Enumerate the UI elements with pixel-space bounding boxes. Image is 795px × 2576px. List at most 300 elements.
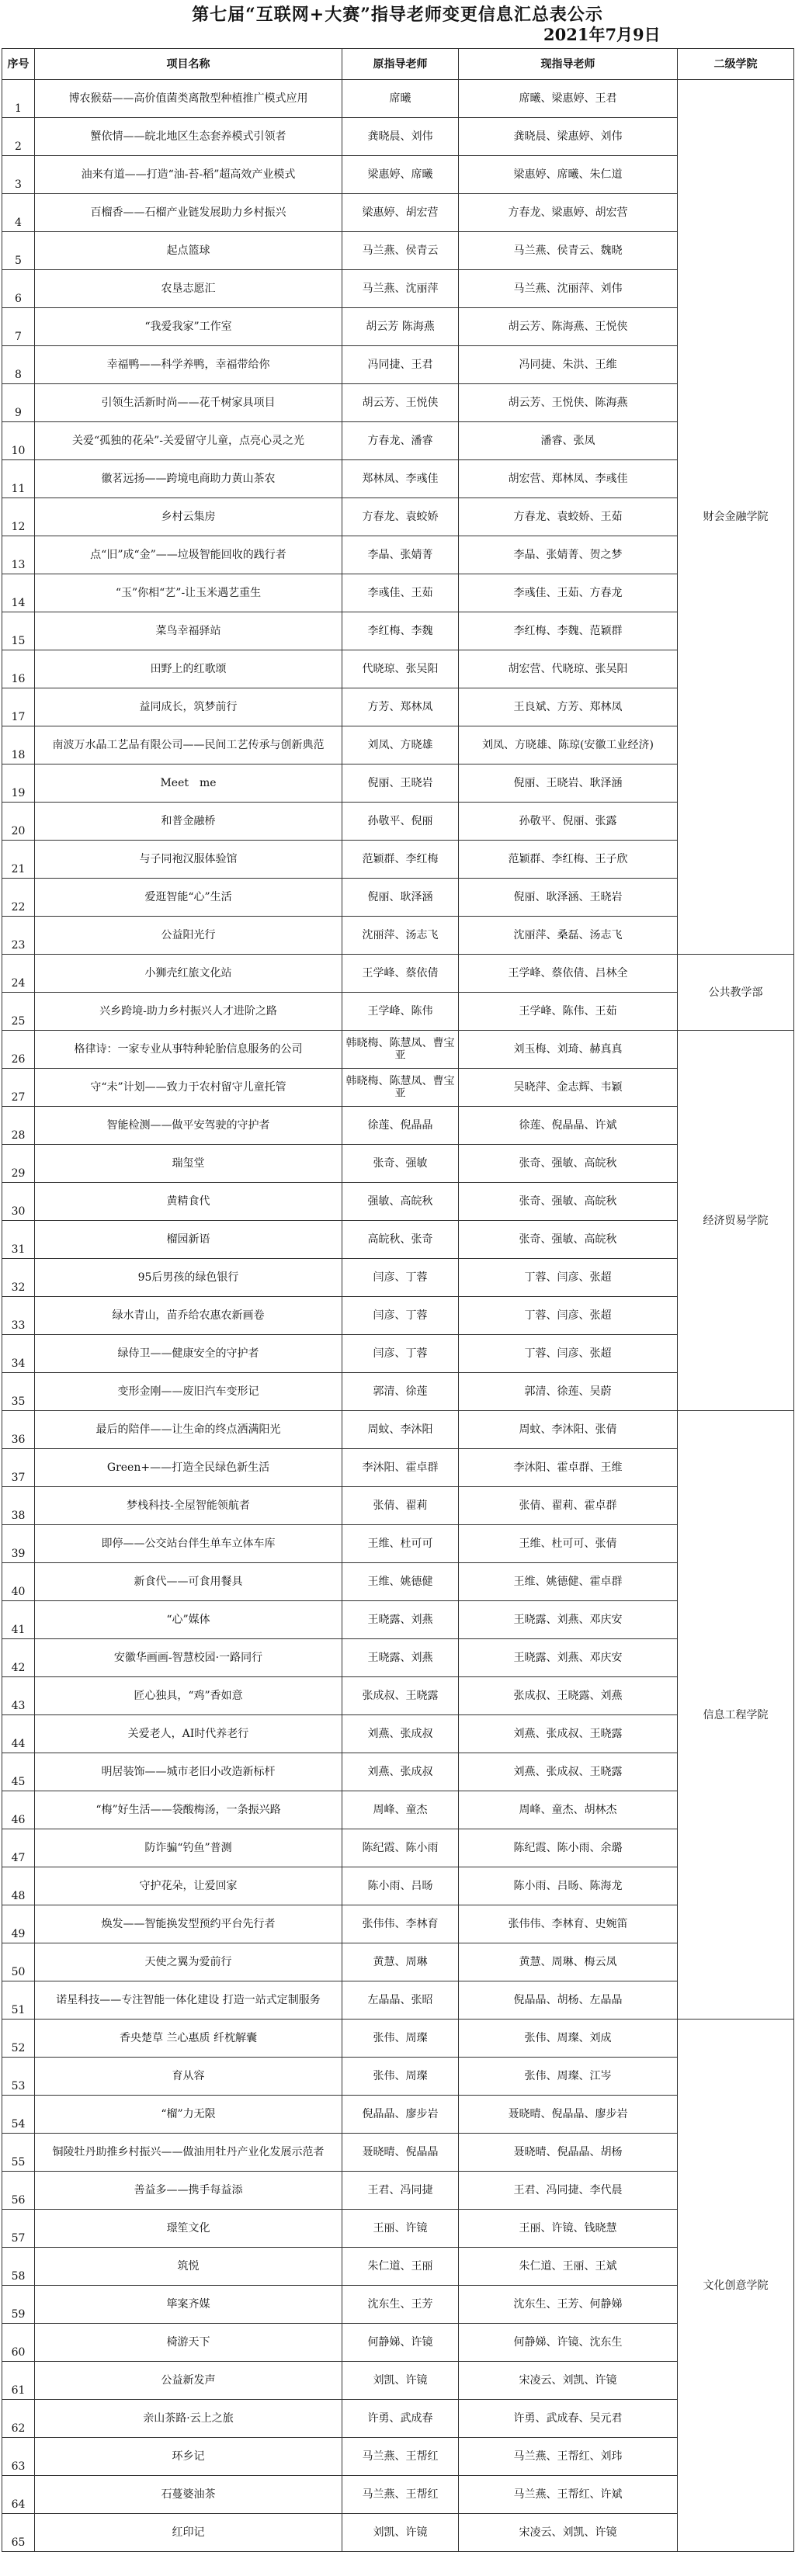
current-teacher-cell: 王晓露、刘燕、邓庆安	[459, 1601, 678, 1639]
current-teacher-cell: 张奇、强敏、高皖秋	[459, 1145, 678, 1183]
table-row	[2, 879, 794, 917]
current-teacher-cell: 吴晓萍、金志辉、韦颖	[459, 1069, 678, 1107]
current-teacher-cell: 沈东生、王芳、何静娣	[459, 2286, 678, 2324]
row-number: 48	[2, 1867, 35, 1905]
project-name-cell: 防诈骗“钓鱼”普测	[35, 1829, 342, 1867]
row-number: 46	[2, 1791, 35, 1829]
project-name-cell: 引领生活新时尚——花千树家具项目	[35, 384, 342, 422]
table-row	[2, 1867, 794, 1905]
table-row	[2, 1145, 794, 1183]
project-name-cell: “我爱我家”工作室	[35, 308, 342, 346]
current-teacher-cell: 倪晶晶、胡杨、左晶晶	[459, 1981, 678, 2020]
original-teacher-cell: 许勇、武成春	[342, 2400, 459, 2438]
current-teacher-cell: 马兰燕、侯青云、魏晓	[459, 232, 678, 270]
current-teacher-cell: 马兰燕、沈丽萍、刘伟	[459, 270, 678, 308]
current-teacher-cell: 马兰燕、王帮红、刘玮	[459, 2438, 678, 2476]
row-number: 32	[2, 1259, 35, 1297]
project-name-cell: 铜陵牡丹助推乡村振兴——做油用牡丹产业化发展示范者	[35, 2134, 342, 2172]
original-teacher-cell: 刘凤、方晓雄	[342, 726, 459, 764]
table-row	[2, 422, 794, 460]
row-number: 60	[2, 2324, 35, 2362]
original-teacher-cell: 王学峰、蔡依倩	[342, 955, 459, 993]
current-teacher-cell: 宋凌云、刘凯、许镜	[459, 2362, 678, 2400]
original-teacher-cell: 郑林凤、李彧佳	[342, 460, 459, 498]
original-teacher-cell: 刘凯、许镜	[342, 2362, 459, 2400]
current-teacher-cell: 沈丽萍、桑磊、汤志飞	[459, 917, 678, 955]
current-teacher-cell: 刘燕、张成叔、王晓露	[459, 1753, 678, 1791]
row-number: 19	[2, 764, 35, 803]
row-number: 13	[2, 536, 35, 574]
table-row	[2, 2286, 794, 2324]
current-teacher-cell: 许勇、武成春、吴元君	[459, 2400, 678, 2438]
row-number: 20	[2, 803, 35, 841]
original-teacher-cell: 刘凯、许镜	[342, 2514, 459, 2552]
original-teacher-cell: 倪晶晶、廖步岩	[342, 2096, 459, 2134]
row-number: 7	[2, 308, 35, 346]
current-teacher-cell: 王学峰、蔡依倩、吕林全	[459, 955, 678, 993]
project-name-cell: 绿侍卫——健康安全的守护者	[35, 1335, 342, 1373]
current-teacher-cell: 刘玉梅、刘琦、赫真真	[459, 1031, 678, 1069]
project-name-cell: 安徽华画画-智慧校园·一路同行	[35, 1639, 342, 1677]
project-name-cell: 筚案齐媒	[35, 2286, 342, 2324]
project-name-cell: 小狮壳红旅文化站	[35, 955, 342, 993]
college-cell: 公共教学部	[678, 955, 794, 1031]
table-row	[2, 803, 794, 841]
row-number: 29	[2, 1145, 35, 1183]
original-teacher-cell: 孙敬平、倪丽	[342, 803, 459, 841]
table-row	[2, 1411, 794, 1449]
row-number: 14	[2, 574, 35, 612]
table-row	[2, 498, 794, 536]
table-row	[2, 1715, 794, 1753]
original-teacher-cell: 陈小雨、吕旸	[342, 1867, 459, 1905]
current-teacher-cell: 张奇、强敏、高皖秋	[459, 1221, 678, 1259]
table-row	[2, 536, 794, 574]
current-teacher-cell: 胡宏营、郑林凤、李彧佳	[459, 460, 678, 498]
table-row	[2, 1791, 794, 1829]
current-teacher-cell: 方春龙、梁惠婷、胡宏营	[459, 194, 678, 232]
project-name-cell: 香央楚草 兰心惠质 纤枕解囊	[35, 2020, 342, 2058]
current-teacher-cell: 倪丽、王晓岩、耿泽涵	[459, 764, 678, 803]
current-teacher-cell: 张伟、周璨、刘成	[459, 2020, 678, 2058]
current-teacher-cell: 何静娣、许镜、沈东生	[459, 2324, 678, 2362]
table-row	[2, 1829, 794, 1867]
row-number: 56	[2, 2172, 35, 2210]
current-teacher-cell: 冯同捷、朱洪、王维	[459, 346, 678, 384]
current-teacher-cell: 王维、杜可可、张倩	[459, 1525, 678, 1563]
project-name-cell: 璟笙文化	[35, 2210, 342, 2248]
table-row	[2, 1487, 794, 1525]
row-number: 10	[2, 422, 35, 460]
current-teacher-cell: 龚晓晨、梁惠婷、刘伟	[459, 118, 678, 156]
table-row	[2, 232, 794, 270]
current-teacher-cell: 陈小雨、吕旸、陈海龙	[459, 1867, 678, 1905]
current-teacher-cell: 黄慧、周琳、梅云凤	[459, 1943, 678, 1981]
column-header-original-teacher: 原指导老师	[342, 49, 459, 80]
original-teacher-cell: 郭清、徐莲	[342, 1373, 459, 1411]
current-teacher-cell: 徐莲、倪晶晶、许斌	[459, 1107, 678, 1145]
project-name-cell: “心”媒体	[35, 1601, 342, 1639]
original-teacher-cell: 冯同捷、王君	[342, 346, 459, 384]
current-teacher-cell: 胡云芳、王悦侠、陈海燕	[459, 384, 678, 422]
project-name-cell: 亲山茶路·云上之旅	[35, 2400, 342, 2438]
current-teacher-cell: 朱仁道、王丽、王斌	[459, 2248, 678, 2286]
table-row	[2, 1943, 794, 1981]
row-number: 49	[2, 1905, 35, 1943]
project-name-cell: 95后男孩的绿色银行	[35, 1259, 342, 1297]
table-row	[2, 118, 794, 156]
current-teacher-cell: 王学峰、陈伟、王茹	[459, 993, 678, 1031]
current-teacher-cell: 郭清、徐莲、吴蔚	[459, 1373, 678, 1411]
row-number: 42	[2, 1639, 35, 1677]
row-number: 58	[2, 2248, 35, 2286]
project-name-cell: 焕发——智能换发型预约平台先行者	[35, 1905, 342, 1943]
current-teacher-cell: 张倩、翟莉、霍卓群	[459, 1487, 678, 1525]
table-row	[2, 1069, 794, 1107]
table-row	[2, 1297, 794, 1335]
row-number: 3	[2, 156, 35, 194]
row-number: 18	[2, 726, 35, 764]
current-teacher-cell: 周蚊、李沐阳、张倩	[459, 1411, 678, 1449]
table-row	[2, 650, 794, 688]
row-number: 6	[2, 270, 35, 308]
row-number: 54	[2, 2096, 35, 2134]
row-number: 63	[2, 2438, 35, 2476]
row-number: 8	[2, 346, 35, 384]
row-number: 41	[2, 1601, 35, 1639]
original-teacher-cell: 周峰、童杰	[342, 1791, 459, 1829]
project-name-cell: 百榴香——石榴产业链发展助力乡村振兴	[35, 194, 342, 232]
column-header-college: 二级学院	[678, 49, 794, 80]
row-number: 31	[2, 1221, 35, 1259]
table-row	[2, 2362, 794, 2400]
project-name-cell: 椅游天下	[35, 2324, 342, 2362]
original-teacher-cell: 何静娣、许镜	[342, 2324, 459, 2362]
table-row	[2, 1031, 794, 1069]
project-name-cell: 关爱老人，AI时代养老行	[35, 1715, 342, 1753]
table-row	[2, 156, 794, 194]
table-row	[2, 764, 794, 803]
row-number: 33	[2, 1297, 35, 1335]
current-teacher-cell: 李沐阳、霍卓群、王维	[459, 1449, 678, 1487]
row-number: 53	[2, 2058, 35, 2096]
original-teacher-cell: 王维、姚德健	[342, 1563, 459, 1601]
project-name-cell: 博农猴菇——高价值菌类离散型种植推广模式应用	[35, 80, 342, 118]
table-row	[2, 2096, 794, 2134]
table-row	[2, 612, 794, 650]
project-name-cell: 即停——公交站台伴生单车立体车库	[35, 1525, 342, 1563]
row-number: 57	[2, 2210, 35, 2248]
table-row	[2, 384, 794, 422]
original-teacher-cell: 马兰燕、沈丽萍	[342, 270, 459, 308]
row-number: 45	[2, 1753, 35, 1791]
original-teacher-cell: 周蚊、李沐阳	[342, 1411, 459, 1449]
table-row	[2, 2058, 794, 2096]
project-name-cell: “榴”力无限	[35, 2096, 342, 2134]
project-name-cell: 爱逛智能“心”生活	[35, 879, 342, 917]
table-row	[2, 2172, 794, 2210]
project-name-cell: 格律诗：一家专业从事特种轮胎信息服务的公司	[35, 1031, 342, 1069]
current-teacher-cell: 马兰燕、王帮红、许斌	[459, 2476, 678, 2514]
current-teacher-cell: 刘燕、张成叔、王晓露	[459, 1715, 678, 1753]
current-teacher-cell: 聂晓晴、倪晶晶、廖步岩	[459, 2096, 678, 2134]
project-name-cell: 点“旧”成“金”——垃圾智能回收的践行者	[35, 536, 342, 574]
project-name-cell: 黄精食代	[35, 1183, 342, 1221]
row-number: 5	[2, 232, 35, 270]
table-row	[2, 1221, 794, 1259]
original-teacher-cell: 徐莲、倪晶晶	[342, 1107, 459, 1145]
table-row	[2, 1525, 794, 1563]
project-name-cell: 环乡记	[35, 2438, 342, 2476]
original-teacher-cell: 梁惠婷、席曦	[342, 156, 459, 194]
original-teacher-cell: 倪丽、耿泽涵	[342, 879, 459, 917]
column-header-current-teacher: 现指导老师	[459, 49, 678, 80]
original-teacher-cell: 沈丽萍、汤志飞	[342, 917, 459, 955]
project-name-cell: 和普金融桥	[35, 803, 342, 841]
current-teacher-cell: 孙敬平、倪丽、张露	[459, 803, 678, 841]
row-number: 28	[2, 1107, 35, 1145]
original-teacher-cell: 王丽、许镜	[342, 2210, 459, 2248]
original-teacher-cell: 王晓露、刘燕	[342, 1639, 459, 1677]
row-number: 9	[2, 384, 35, 422]
original-teacher-cell: 席曦	[342, 80, 459, 118]
current-teacher-cell: 张成叔、王晓露、刘燕	[459, 1677, 678, 1715]
current-teacher-cell: 丁蓉、闫彦、张超	[459, 1259, 678, 1297]
row-number: 43	[2, 1677, 35, 1715]
row-number: 40	[2, 1563, 35, 1601]
table-row	[2, 1601, 794, 1639]
table-row	[2, 1905, 794, 1943]
table-row	[2, 270, 794, 308]
table-row	[2, 2476, 794, 2514]
row-number: 39	[2, 1525, 35, 1563]
project-name-cell: 兴乡跨境-助力乡村振兴人才进阶之路	[35, 993, 342, 1031]
original-teacher-cell: 沈东生、王芳	[342, 2286, 459, 2324]
current-teacher-cell: 丁蓉、闫彦、张超	[459, 1335, 678, 1373]
current-teacher-cell: 潘睿、张凤	[459, 422, 678, 460]
table-row	[2, 1677, 794, 1715]
row-number: 2	[2, 118, 35, 156]
table-row	[2, 1753, 794, 1791]
original-teacher-cell: 方芳、郑林凤	[342, 688, 459, 726]
row-number: 17	[2, 688, 35, 726]
project-name-cell: 明居装饰——城市老旧小改造新标杆	[35, 1753, 342, 1791]
original-teacher-cell: 聂晓晴、倪晶晶	[342, 2134, 459, 2172]
original-teacher-cell: 闫彦、丁蓉	[342, 1297, 459, 1335]
project-name-cell: 匠心独具，“鸡”香如意	[35, 1677, 342, 1715]
current-teacher-cell: 丁蓉、闫彦、张超	[459, 1297, 678, 1335]
current-teacher-cell: 王君、冯同捷、李代晨	[459, 2172, 678, 2210]
table-row	[2, 841, 794, 879]
row-number: 55	[2, 2134, 35, 2172]
original-teacher-cell: 李晶、张婧菁	[342, 536, 459, 574]
original-teacher-cell: 张成叔、王晓露	[342, 1677, 459, 1715]
original-teacher-cell: 李彧佳、王茹	[342, 574, 459, 612]
table-row	[2, 574, 794, 612]
row-number: 11	[2, 460, 35, 498]
table-row	[2, 1639, 794, 1677]
table-row	[2, 460, 794, 498]
project-name-cell: 徽茗远扬——跨境电商助力黄山茶农	[35, 460, 342, 498]
column-header-no: 序号	[2, 49, 35, 80]
row-number: 51	[2, 1981, 35, 2020]
original-teacher-cell: 闫彦、丁蓉	[342, 1335, 459, 1373]
table-row	[2, 726, 794, 764]
table-row	[2, 688, 794, 726]
row-number: 61	[2, 2362, 35, 2400]
current-teacher-cell: 方春龙、袁蛟娇、王茹	[459, 498, 678, 536]
current-teacher-cell: 胡宏营、代晓琼、张吴阳	[459, 650, 678, 688]
teacher-change-table	[2, 48, 794, 2552]
original-teacher-cell: 王君、冯同捷	[342, 2172, 459, 2210]
table-body	[2, 80, 794, 2552]
project-name-cell: 榴园新语	[35, 1221, 342, 1259]
project-name-cell: Green+——打造全民绿色新生活	[35, 1449, 342, 1487]
project-name-cell: 筑悦	[35, 2248, 342, 2286]
current-teacher-cell: 李彧佳、王茹、方春龙	[459, 574, 678, 612]
table-row	[2, 955, 794, 993]
row-number: 34	[2, 1335, 35, 1373]
row-number: 37	[2, 1449, 35, 1487]
project-name-cell: 梦栈科技-全屋智能领航者	[35, 1487, 342, 1525]
current-teacher-cell: 王晓露、刘燕、邓庆安	[459, 1639, 678, 1677]
original-teacher-cell: 马兰燕、王帮红	[342, 2476, 459, 2514]
original-teacher-cell: 韩晓梅、陈慧凤、曹宝亚	[342, 1069, 459, 1107]
college-cell: 财会金融学院	[678, 80, 794, 955]
table-row	[2, 80, 794, 118]
original-teacher-cell: 马兰燕、侯青云	[342, 232, 459, 270]
original-teacher-cell: 张奇、强敏	[342, 1145, 459, 1183]
original-teacher-cell: 方春龙、潘睿	[342, 422, 459, 460]
page-title: 第七届“互联网+大赛”指导老师变更信息汇总表公示	[192, 5, 603, 25]
row-number: 50	[2, 1943, 35, 1981]
table-row	[2, 1107, 794, 1145]
table-row	[2, 2400, 794, 2438]
original-teacher-cell: 李红梅、李魏	[342, 612, 459, 650]
project-name-cell: 石蔓婆油茶	[35, 2476, 342, 2514]
original-teacher-cell: 张伟、周璨	[342, 2058, 459, 2096]
college-cell: 信息工程学院	[678, 1411, 794, 2020]
table-row	[2, 1259, 794, 1297]
original-teacher-cell: 王维、杜可可	[342, 1525, 459, 1563]
original-teacher-cell: 韩晓梅、陈慧凤、曹宝亚	[342, 1031, 459, 1069]
current-teacher-cell: 王维、姚德健、霍卓群	[459, 1563, 678, 1601]
table-header-row	[2, 49, 794, 80]
row-number: 62	[2, 2400, 35, 2438]
current-teacher-cell: 陈纪霞、陈小雨、余璐	[459, 1829, 678, 1867]
current-teacher-cell: 聂晓晴、倪晶晶、胡杨	[459, 2134, 678, 2172]
project-name-cell: “梅”好生活——袋酸梅汤，一条振兴路	[35, 1791, 342, 1829]
current-teacher-cell: 王良斌、方芳、郑林凤	[459, 688, 678, 726]
table-row	[2, 1183, 794, 1221]
original-teacher-cell: 闫彦、丁蓉	[342, 1259, 459, 1297]
project-name-cell: “玉”你相“艺”-让玉米遇艺重生	[35, 574, 342, 612]
current-teacher-cell: 梁惠婷、席曦、朱仁道	[459, 156, 678, 194]
row-number: 65	[2, 2514, 35, 2552]
row-number: 16	[2, 650, 35, 688]
original-teacher-cell: 方春龙、袁蛟娇	[342, 498, 459, 536]
project-name-cell: 公益阳光行	[35, 917, 342, 955]
table-row	[2, 2134, 794, 2172]
row-number: 4	[2, 194, 35, 232]
original-teacher-cell: 龚晓晨、刘伟	[342, 118, 459, 156]
project-name-cell: 变形金刚——废旧汽车变形记	[35, 1373, 342, 1411]
project-name-cell: 乡村云集房	[35, 498, 342, 536]
row-number: 35	[2, 1373, 35, 1411]
table-row	[2, 346, 794, 384]
project-name-cell: 南波万水晶工艺品有限公司——民间工艺传承与创新典范	[35, 726, 342, 764]
current-teacher-cell: 张伟、周璨、江岑	[459, 2058, 678, 2096]
column-header-project: 项目名称	[35, 49, 342, 80]
row-number: 1	[2, 80, 35, 118]
original-teacher-cell: 强敏、高皖秋	[342, 1183, 459, 1221]
current-teacher-cell: 胡云芳、陈海燕、王悦侠	[459, 308, 678, 346]
row-number: 26	[2, 1031, 35, 1069]
table-row	[2, 917, 794, 955]
row-number: 25	[2, 993, 35, 1031]
current-teacher-cell: 李晶、张婧菁、贺之梦	[459, 536, 678, 574]
project-name-cell: 起点篮球	[35, 232, 342, 270]
current-teacher-cell: 席曦、梁惠婷、王君	[459, 80, 678, 118]
current-teacher-cell: 张奇、强敏、高皖秋	[459, 1183, 678, 1221]
original-teacher-cell: 王学峰、陈伟	[342, 993, 459, 1031]
project-name-cell: 关爱“孤独的花朵”-关爱留守儿童，点亮心灵之光	[35, 422, 342, 460]
current-teacher-cell: 倪丽、耿泽涵、王晓岩	[459, 879, 678, 917]
project-name-cell: 最后的陪伴——让生命的终点洒满阳光	[35, 1411, 342, 1449]
project-name-cell: 公益新发声	[35, 2362, 342, 2400]
project-name-cell: 蟹依情——皖北地区生态套养模式引领者	[35, 118, 342, 156]
project-name-cell: 守护花朵，让爱回家	[35, 1867, 342, 1905]
original-teacher-cell: 张伟、周璨	[342, 2020, 459, 2058]
project-name-cell: 诺星科技——专注智能一体化建设 打造一站式定制服务	[35, 1981, 342, 2020]
row-number: 59	[2, 2286, 35, 2324]
table-row	[2, 2514, 794, 2552]
table-row	[2, 1449, 794, 1487]
row-number: 15	[2, 612, 35, 650]
project-name-cell: 新食代——可食用餐具	[35, 1563, 342, 1601]
original-teacher-cell: 范颖群、李红梅	[342, 841, 459, 879]
project-name-cell: 善益多——携手每益添	[35, 2172, 342, 2210]
project-name-cell: 智能检测——做平安驾驶的守护者	[35, 1107, 342, 1145]
project-name-cell: 菜鸟幸福驿站	[35, 612, 342, 650]
original-teacher-cell: 代晓琼、张吴阳	[342, 650, 459, 688]
project-name-cell: 守“未”计划——致力于农村留守儿童托管	[35, 1069, 342, 1107]
row-number: 27	[2, 1069, 35, 1107]
original-teacher-cell: 朱仁道、王丽	[342, 2248, 459, 2286]
table-row	[2, 308, 794, 346]
original-teacher-cell: 张倩、翟莉	[342, 1487, 459, 1525]
project-name-cell: 油来有道——打造“油-苔-稻”超高效产业模式	[35, 156, 342, 194]
project-name-cell: 绿水青山，苗乔给农惠农新画卷	[35, 1297, 342, 1335]
row-number: 22	[2, 879, 35, 917]
current-teacher-cell: 刘凤、方晓雄、陈琼(安徽工业经济)	[459, 726, 678, 764]
project-name-cell: 育从容	[35, 2058, 342, 2096]
current-teacher-cell: 周峰、童杰、胡林杰	[459, 1791, 678, 1829]
table-row	[2, 1373, 794, 1411]
row-number: 52	[2, 2020, 35, 2058]
project-name-cell: 农垦志愿汇	[35, 270, 342, 308]
original-teacher-cell: 高皖秋、张奇	[342, 1221, 459, 1259]
original-teacher-cell: 张伟伟、李林育	[342, 1905, 459, 1943]
project-name-cell: 益同成长，筑梦前行	[35, 688, 342, 726]
original-teacher-cell: 梁惠婷、胡宏营	[342, 194, 459, 232]
row-number: 21	[2, 841, 35, 879]
project-name-cell: 与子同袍汉服体验馆	[35, 841, 342, 879]
original-teacher-cell: 陈纪霞、陈小雨	[342, 1829, 459, 1867]
original-teacher-cell: 黄慧、周琳	[342, 1943, 459, 1981]
original-teacher-cell: 倪丽、王晓岩	[342, 764, 459, 803]
original-teacher-cell: 李沐阳、霍卓群	[342, 1449, 459, 1487]
